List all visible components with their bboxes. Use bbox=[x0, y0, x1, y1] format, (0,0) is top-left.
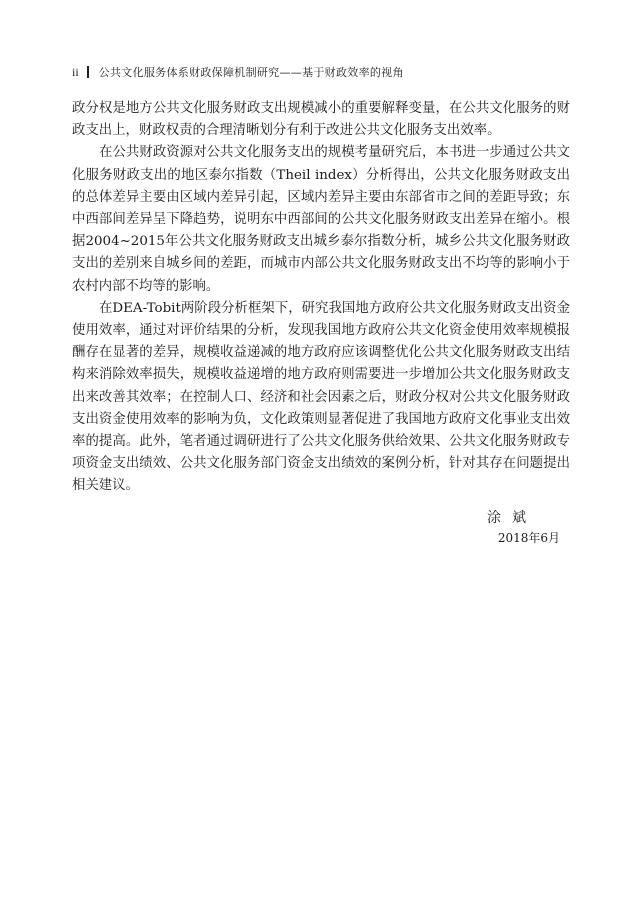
author-signature: 涂斌 bbox=[487, 510, 537, 526]
paragraph-continuation: 政分权是地方公共文化服务财政支出规模减小的重要解释变量，在公共文化服务的财政支出上，财政权责的合理清晰划分有利于改进公共文化服务支出效率。 bbox=[72, 101, 570, 139]
preface-body bbox=[72, 98, 570, 498]
running-header bbox=[72, 62, 572, 82]
running-header-title: 公共文化服务体系财政保障机制研究——基于财政效率的视角 bbox=[98, 66, 404, 79]
header-divider bbox=[87, 66, 89, 78]
paragraph-dea-tobit: 在DEA-Tobit两阶段分析框架下，研究我国地方政府公共文化服务财政支出资金使用效率，通过对评价结果的分析，发现我国地方政府公共文化资金使用效率规模报酬存在显著的差异，规模收益递减的地方政府应该调整优化公共文化服务财政支出结构来消除效率损失，规模收益递增的地方政府则需要进一步增加公共文化服务财政支出来改善其效率；在控制人口、经济和社会因素之后，财政分权对公共文化服务财政支出资金使用效率的影响为负，文化政策则显著促进了我国地方政府文化事业支出效率的提高。此外，笔者通过调研进行了公共文化服务供给效果、公共文化服务财政专项资金支出绩效、公共文化服务部门资金支出绩效的案例分析，针对其存在问题提出相关建议。 bbox=[72, 300, 570, 494]
paragraph-theil-index: 在公共财政资源对公共文化服务支出的规模考量研究后，本书进一步通过公共文化服务财政支出的地区泰尔指数（Theil index）分析得出，公共文化服务财政支出的总体差异主要由区域内差异引起，区域内差异主要由东部省市之间的差距导致；东中西部间差异呈下降趋势，说明东中西部间的公共文化服务财政支出差异在缩小。根据2004~2015年公共文化服务财政支出城乡泰尔指数分析，城乡公共文化服务财政支出的差别来自城乡间的差距，而城市内部公共文化服务财政支出不均等的影响小于农村内部不均等的影响。 bbox=[72, 145, 570, 294]
signature-date: 2018年6月 bbox=[497, 531, 560, 545]
page-number: ii bbox=[72, 64, 79, 79]
